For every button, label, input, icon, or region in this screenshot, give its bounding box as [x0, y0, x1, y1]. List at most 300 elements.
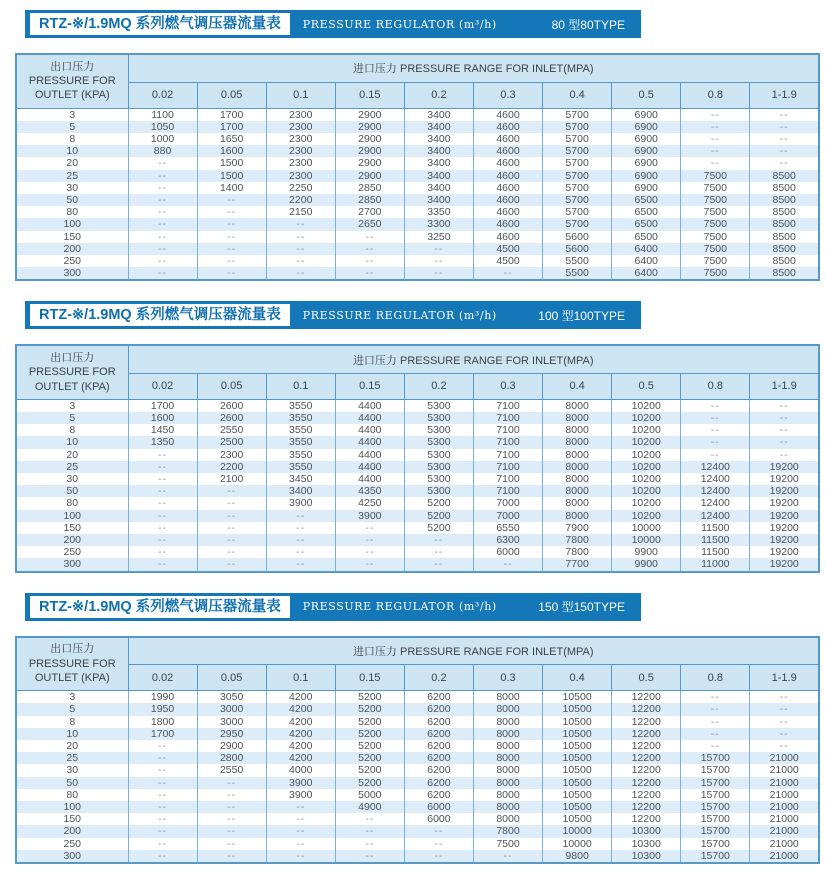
outlet-pressure-value: 80 — [16, 789, 128, 801]
flow-rate-cell: 10500 — [543, 801, 612, 813]
outlet-pressure-value: 8 — [16, 716, 128, 728]
flow-rate-cell: 6900 — [612, 133, 681, 145]
flow-rate-table — [15, 344, 820, 572]
table-row — [16, 121, 819, 133]
flow-rate-cell: 10000 — [612, 534, 681, 546]
flow-rate-cell: 5300 — [404, 485, 473, 497]
inlet-pressure-column-header: 0.5 — [612, 82, 681, 108]
flow-rate-cell: -- — [681, 133, 750, 145]
flow-rate-cell: 8000 — [543, 485, 612, 497]
outlet-pressure-value: 25 — [16, 752, 128, 764]
flow-rate-cell: 12200 — [612, 691, 681, 704]
flow-rate-cell: 4600 — [473, 170, 542, 182]
flow-rate-cell: -- — [335, 825, 404, 837]
flow-rate-cell: 6200 — [404, 728, 473, 740]
flow-rate-cell: -- — [128, 510, 197, 522]
flow-rate-cell: -- — [335, 267, 404, 280]
table-row — [16, 534, 819, 546]
flow-rate-cell: 8000 — [543, 497, 612, 509]
flow-rate-cell: 7500 — [681, 255, 750, 267]
flow-rate-cell: 3550 — [266, 412, 335, 424]
flow-rate-cell: 21000 — [750, 838, 819, 850]
table-row — [16, 510, 819, 522]
flow-rate-cell: -- — [335, 522, 404, 534]
section-title-bar — [25, 10, 641, 38]
flow-rate-cell: 15700 — [681, 825, 750, 837]
flow-rate-cell: 6200 — [404, 764, 473, 776]
flow-rate-cell: 5300 — [404, 424, 473, 436]
flow-rate-cell: 21000 — [750, 764, 819, 776]
flow-rate-cell: 7500 — [473, 838, 542, 850]
outlet-pressure-value: 5 — [16, 121, 128, 133]
flow-rate-cell: 1000 — [128, 133, 197, 145]
flow-rate-cell: 5300 — [404, 449, 473, 461]
inlet-pressure-column-header: 0.02 — [128, 665, 197, 691]
flow-rate-cell: 8000 — [473, 813, 542, 825]
flow-rate-cell: 8500 — [750, 255, 819, 267]
table-row — [16, 412, 819, 424]
flow-rate-cell: 5200 — [404, 522, 473, 534]
flow-rate-cell: 21000 — [750, 752, 819, 764]
flow-rate-cell: 5200 — [404, 497, 473, 509]
flow-rate-cell: 15700 — [681, 752, 750, 764]
flow-rate-cell: 5500 — [543, 267, 612, 280]
flow-rate-cell: -- — [128, 764, 197, 776]
flow-rate-cell: 2300 — [266, 108, 335, 121]
inlet-pressure-column-header: 0.2 — [404, 373, 473, 399]
flow-rate-cell: -- — [750, 412, 819, 424]
flow-rate-cell: 8000 — [543, 424, 612, 436]
table-row — [16, 789, 819, 801]
inlet-pressure-column-header: 0.05 — [197, 373, 266, 399]
section-type-label: 100 型100TYPE — [538, 308, 625, 323]
flow-rate-cell: -- — [197, 813, 266, 825]
flow-rate-cell: 4600 — [473, 121, 542, 133]
flow-rate-cell: 3400 — [404, 182, 473, 194]
flow-rate-cell: 3400 — [404, 108, 473, 121]
flow-rate-cell: 5700 — [543, 121, 612, 133]
flow-rate-cell: 7000 — [473, 497, 542, 509]
table-row — [16, 691, 819, 704]
outlet-pressure-value: 10 — [16, 436, 128, 448]
inlet-pressure-column-header: 0.8 — [681, 82, 750, 108]
flow-rate-cell: 6500 — [612, 206, 681, 218]
flow-rate-cell: -- — [335, 546, 404, 558]
flow-rate-cell: 2650 — [335, 218, 404, 230]
flow-rate-cell: -- — [128, 485, 197, 497]
table-row — [16, 728, 819, 740]
flow-rate-cell: 12400 — [681, 461, 750, 473]
inlet-pressure-column-header: 0.15 — [335, 82, 404, 108]
flow-rate-cell: 5200 — [335, 691, 404, 704]
flow-rate-cell: 7500 — [681, 206, 750, 218]
flow-rate-cell: 10000 — [612, 522, 681, 534]
flow-rate-cell: 2500 — [197, 436, 266, 448]
flow-rate-cell: 12400 — [681, 497, 750, 509]
table-row — [16, 449, 819, 461]
flow-rate-cell: -- — [681, 157, 750, 169]
outlet-pressure-value: 80 — [16, 206, 128, 218]
flow-rate-cell: -- — [128, 170, 197, 182]
flow-rate-cell: -- — [197, 243, 266, 255]
flow-rate-cell: 6900 — [612, 145, 681, 157]
flow-rate-cell: -- — [750, 449, 819, 461]
inlet-pressure-column-header: 0.5 — [612, 665, 681, 691]
flow-rate-cell: 8500 — [750, 218, 819, 230]
inlet-pressure-column-header: 0.3 — [473, 82, 542, 108]
flow-rate-cell: 12200 — [612, 703, 681, 715]
outlet-pressure-value: 20 — [16, 740, 128, 752]
flow-rate-cell: 15700 — [681, 777, 750, 789]
flow-rate-cell: 2200 — [197, 461, 266, 473]
flow-rate-cell: -- — [266, 546, 335, 558]
flow-rate-cell: 21000 — [750, 777, 819, 789]
table-row — [16, 703, 819, 715]
flow-rate-cell: 1050 — [128, 121, 197, 133]
flow-rate-cell: -- — [404, 534, 473, 546]
flow-rate-cell: 4200 — [266, 691, 335, 704]
flow-rate-cell: 2300 — [266, 133, 335, 145]
flow-rate-cell: 5000 — [335, 789, 404, 801]
outlet-pressure-value: 8 — [16, 424, 128, 436]
flow-rate-cell: 2100 — [197, 473, 266, 485]
flow-rate-cell: 5200 — [335, 716, 404, 728]
flow-rate-cell: 6200 — [404, 789, 473, 801]
flow-rate-cell: 1700 — [128, 399, 197, 412]
outlet-pressure-value: 30 — [16, 473, 128, 485]
flow-rate-cell: -- — [266, 267, 335, 280]
flow-rate-cell: -- — [335, 838, 404, 850]
flow-rate-cell: 2150 — [266, 206, 335, 218]
outlet-pressure-value: 5 — [16, 412, 128, 424]
outlet-pressure-value: 3 — [16, 691, 128, 704]
flow-rate-cell: 4400 — [335, 424, 404, 436]
flow-rate-cell: -- — [128, 825, 197, 837]
section-title-chinese: RTZ-※/1.9MQ 系列燃气调压器流量表 — [30, 13, 290, 35]
flow-rate-cell: 10500 — [543, 728, 612, 740]
flow-rate-cell: 7800 — [473, 825, 542, 837]
flow-rate-cell: 10200 — [612, 473, 681, 485]
flow-rate-cell: 6900 — [612, 182, 681, 194]
table-row — [16, 267, 819, 280]
flow-rate-cell: -- — [681, 121, 750, 133]
table-row — [16, 108, 819, 121]
inlet-pressure-column-header: 0.02 — [128, 373, 197, 399]
flow-rate-cell: -- — [750, 703, 819, 715]
outlet-pressure-header: 出口压力 PRESSURE FOR OUTLET (KPA) — [16, 345, 128, 399]
flow-rate-cell: 21000 — [750, 801, 819, 813]
flow-rate-cell: 1500 — [197, 170, 266, 182]
flow-rate-cell: -- — [750, 728, 819, 740]
flow-rate-cell: 12400 — [681, 510, 750, 522]
flow-rate-cell: 7100 — [473, 449, 542, 461]
flow-rate-cell: 7000 — [473, 510, 542, 522]
section-title-chinese: RTZ-※/1.9MQ 系列燃气调压器流量表 — [30, 304, 290, 326]
outlet-pressure-value: 250 — [16, 255, 128, 267]
flow-rate-cell: -- — [404, 243, 473, 255]
flow-rate-cell: 1950 — [128, 703, 197, 715]
flow-rate-cell: -- — [473, 558, 542, 571]
flow-rate-cell: 19200 — [750, 558, 819, 571]
flow-rate-cell: 7100 — [473, 485, 542, 497]
flow-rate-cell: -- — [128, 546, 197, 558]
flow-rate-cell: 21000 — [750, 850, 819, 863]
outlet-pressure-value: 250 — [16, 546, 128, 558]
outlet-pressure-header: 出口压力 PRESSURE FOR OUTLET (KPA) — [16, 637, 128, 691]
flow-rate-cell: 3300 — [404, 218, 473, 230]
flow-rate-cell: 3000 — [197, 716, 266, 728]
flow-rate-cell: 5300 — [404, 461, 473, 473]
flow-table-header — [16, 637, 819, 691]
flow-rate-cell: 10000 — [543, 838, 612, 850]
flow-rate-cell: -- — [128, 243, 197, 255]
section-title-english: PRESSURE REGULATOR (m³/h) — [302, 17, 497, 31]
flow-rate-cell: 2300 — [266, 145, 335, 157]
flow-rate-cell: 10500 — [543, 691, 612, 704]
flow-rate-cell: 5700 — [543, 145, 612, 157]
flow-rate-cell: 7500 — [681, 182, 750, 194]
section-title-english: PRESSURE REGULATOR (m³/h) — [302, 600, 497, 614]
flow-rate-cell: -- — [197, 206, 266, 218]
table-row — [16, 740, 819, 752]
flow-rate-cell: -- — [128, 850, 197, 863]
flow-rate-cell: -- — [128, 789, 197, 801]
outlet-pressure-value: 250 — [16, 838, 128, 850]
flow-rate-cell: -- — [681, 691, 750, 704]
flow-rate-cell: 4200 — [266, 752, 335, 764]
flow-rate-cell: 15700 — [681, 789, 750, 801]
flow-rate-cell: 8000 — [543, 436, 612, 448]
flow-rate-cell: 15700 — [681, 838, 750, 850]
flow-rate-cell: -- — [404, 825, 473, 837]
flow-rate-cell: 7800 — [543, 534, 612, 546]
flow-rate-cell: 1700 — [197, 108, 266, 121]
flow-rate-cell: 2900 — [335, 133, 404, 145]
table-row — [16, 133, 819, 145]
inlet-pressure-column-header: 0.1 — [266, 82, 335, 108]
flow-rate-cell: -- — [266, 243, 335, 255]
outlet-pressure-value: 200 — [16, 243, 128, 255]
outlet-pressure-value: 3 — [16, 108, 128, 121]
flow-rate-cell: 8000 — [543, 461, 612, 473]
flow-rate-cell: -- — [266, 825, 335, 837]
flow-rate-cell: -- — [681, 449, 750, 461]
table-row — [16, 473, 819, 485]
flow-rate-cell: 3400 — [404, 133, 473, 145]
table-row — [16, 752, 819, 764]
flow-rate-cell: 4500 — [473, 255, 542, 267]
flow-rate-cell: 3900 — [266, 777, 335, 789]
outlet-pressure-value: 30 — [16, 764, 128, 776]
flow-rate-cell: 12200 — [612, 801, 681, 813]
flow-rate-cell: 7500 — [681, 170, 750, 182]
flow-table-body — [16, 399, 819, 571]
flow-rate-cell: 6200 — [404, 703, 473, 715]
flow-rate-cell: 1700 — [128, 728, 197, 740]
table-row — [16, 231, 819, 243]
flow-rate-cell: 10500 — [543, 764, 612, 776]
flow-rate-cell: 10300 — [612, 838, 681, 850]
flow-rate-cell: -- — [750, 691, 819, 704]
flow-rate-cell: 10000 — [543, 825, 612, 837]
flow-rate-cell: 10200 — [612, 510, 681, 522]
flow-rate-cell: 4900 — [335, 801, 404, 813]
flow-rate-cell: 4000 — [266, 764, 335, 776]
flow-rate-cell: 4200 — [266, 703, 335, 715]
flow-rate-cell: 10300 — [612, 825, 681, 837]
flow-rate-cell: 3450 — [266, 473, 335, 485]
inlet-pressure-column-header: 0.5 — [612, 373, 681, 399]
flow-rate-cell: 5200 — [335, 777, 404, 789]
flow-rate-cell: -- — [128, 182, 197, 194]
flow-rate-cell: 880 — [128, 145, 197, 157]
flow-rate-cell: -- — [128, 801, 197, 813]
flow-rate-cell: 6200 — [404, 740, 473, 752]
flow-rate-cell: 4400 — [335, 436, 404, 448]
flow-rate-cell: -- — [681, 436, 750, 448]
flow-rate-cell: -- — [197, 534, 266, 546]
outlet-pressure-value: 25 — [16, 461, 128, 473]
flow-rate-cell: 2300 — [266, 121, 335, 133]
flow-rate-cell: -- — [128, 813, 197, 825]
page-content — [0, 10, 825, 864]
flow-rate-cell: 6500 — [612, 231, 681, 243]
flow-rate-cell: 7100 — [473, 461, 542, 473]
flow-rate-cell: -- — [750, 740, 819, 752]
flow-rate-cell: 2550 — [197, 764, 266, 776]
inlet-pressure-column-header: 0.1 — [266, 373, 335, 399]
flow-rate-cell: 7100 — [473, 424, 542, 436]
flow-rate-cell: 6900 — [612, 121, 681, 133]
inlet-pressure-column-header: 0.15 — [335, 373, 404, 399]
flow-rate-cell: 4250 — [335, 497, 404, 509]
outlet-pressure-value: 10 — [16, 145, 128, 157]
flow-rate-cell: 6400 — [612, 243, 681, 255]
flow-rate-cell: -- — [197, 218, 266, 230]
flow-rate-cell: -- — [404, 267, 473, 280]
table-row — [16, 546, 819, 558]
flow-rate-cell: -- — [197, 522, 266, 534]
flow-rate-cell: 7100 — [473, 473, 542, 485]
flow-rate-cell: 8000 — [543, 473, 612, 485]
table-row — [16, 825, 819, 837]
inlet-pressure-column-header: 0.15 — [335, 665, 404, 691]
flow-rate-cell: -- — [197, 558, 266, 571]
flow-rate-cell: 5300 — [404, 412, 473, 424]
inlet-pressure-column-header: 1-1.9 — [750, 373, 819, 399]
flow-table-header — [16, 54, 819, 108]
flow-rate-cell: 2850 — [335, 182, 404, 194]
flow-rate-cell: 12200 — [612, 740, 681, 752]
flow-rate-cell: 3900 — [266, 497, 335, 509]
flow-rate-cell: 3400 — [404, 170, 473, 182]
section-title-bar — [25, 593, 641, 621]
flow-rate-cell: 7800 — [543, 546, 612, 558]
flow-rate-cell: 10500 — [543, 789, 612, 801]
inlet-pressure-column-header: 1-1.9 — [750, 82, 819, 108]
flow-rate-cell: -- — [335, 243, 404, 255]
flow-rate-cell: -- — [197, 485, 266, 497]
outlet-pressure-value: 10 — [16, 728, 128, 740]
flow-rate-cell: 8000 — [473, 777, 542, 789]
flow-rate-cell: -- — [197, 546, 266, 558]
flow-rate-cell: 1600 — [197, 145, 266, 157]
flow-rate-cell: -- — [266, 838, 335, 850]
flow-rate-cell: 7100 — [473, 412, 542, 424]
flow-rate-cell: -- — [404, 558, 473, 571]
flow-rate-cell: 2900 — [197, 740, 266, 752]
flow-rate-cell: -- — [128, 777, 197, 789]
flow-rate-cell: 5600 — [543, 243, 612, 255]
flow-rate-cell: 1600 — [128, 412, 197, 424]
flow-rate-cell: 5700 — [543, 218, 612, 230]
flow-rate-cell: 2900 — [335, 157, 404, 169]
section-title-english: PRESSURE REGULATOR (m³/h) — [302, 308, 497, 322]
flow-rate-cell: 2900 — [335, 108, 404, 121]
flow-rate-cell: -- — [335, 534, 404, 546]
flow-rate-cell: -- — [681, 728, 750, 740]
flow-rate-cell: 15700 — [681, 764, 750, 776]
outlet-pressure-value: 150 — [16, 231, 128, 243]
flow-rate-cell: 4200 — [266, 740, 335, 752]
inlet-pressure-column-header: 0.3 — [473, 373, 542, 399]
table-row — [16, 424, 819, 436]
flow-rate-cell: -- — [128, 194, 197, 206]
flow-rate-cell: 7500 — [681, 194, 750, 206]
flow-rate-cell: 2700 — [335, 206, 404, 218]
flow-rate-cell: 19200 — [750, 510, 819, 522]
flow-rate-cell: 8000 — [473, 716, 542, 728]
outlet-pressure-value: 100 — [16, 218, 128, 230]
flow-rate-cell: 11000 — [681, 558, 750, 571]
flow-rate-cell: 7500 — [681, 243, 750, 255]
table-row — [16, 243, 819, 255]
flow-rate-cell: 10500 — [543, 813, 612, 825]
flow-rate-cell: -- — [750, 436, 819, 448]
flow-rate-cell: -- — [128, 838, 197, 850]
flow-rate-cell: 8000 — [543, 449, 612, 461]
flow-rate-cell: -- — [681, 740, 750, 752]
flow-rate-cell: 6900 — [612, 108, 681, 121]
flow-rate-cell: -- — [128, 752, 197, 764]
flow-rate-cell: -- — [404, 838, 473, 850]
flow-rate-cell: 6300 — [473, 534, 542, 546]
table-row — [16, 801, 819, 813]
flow-rate-cell: 7500 — [681, 231, 750, 243]
inlet-pressure-column-header: 1-1.9 — [750, 665, 819, 691]
flow-rate-cell: 1500 — [197, 157, 266, 169]
flow-rate-cell: -- — [335, 255, 404, 267]
flow-rate-cell: 8000 — [473, 752, 542, 764]
flow-rate-cell: 3400 — [404, 194, 473, 206]
flow-rate-cell: 4200 — [266, 716, 335, 728]
outlet-pressure-value: 25 — [16, 170, 128, 182]
flow-rate-cell: 8000 — [473, 728, 542, 740]
flow-rate-cell: -- — [750, 121, 819, 133]
flow-rate-cell: -- — [681, 145, 750, 157]
flow-rate-cell: 10200 — [612, 412, 681, 424]
flow-rate-cell: 6500 — [612, 218, 681, 230]
flow-rate-cell: 19200 — [750, 461, 819, 473]
inlet-pressure-range-header: 进口压力 PRESSURE RANGE FOR INLET(MPA) — [128, 637, 819, 665]
flow-rate-cell: 4600 — [473, 231, 542, 243]
flow-rate-cell: 1400 — [197, 182, 266, 194]
flow-rate-cell: 10200 — [612, 436, 681, 448]
flow-rate-cell: -- — [266, 801, 335, 813]
flow-rate-cell: -- — [128, 497, 197, 509]
flow-rate-cell: 3900 — [335, 510, 404, 522]
flow-rate-cell: 8000 — [473, 801, 542, 813]
